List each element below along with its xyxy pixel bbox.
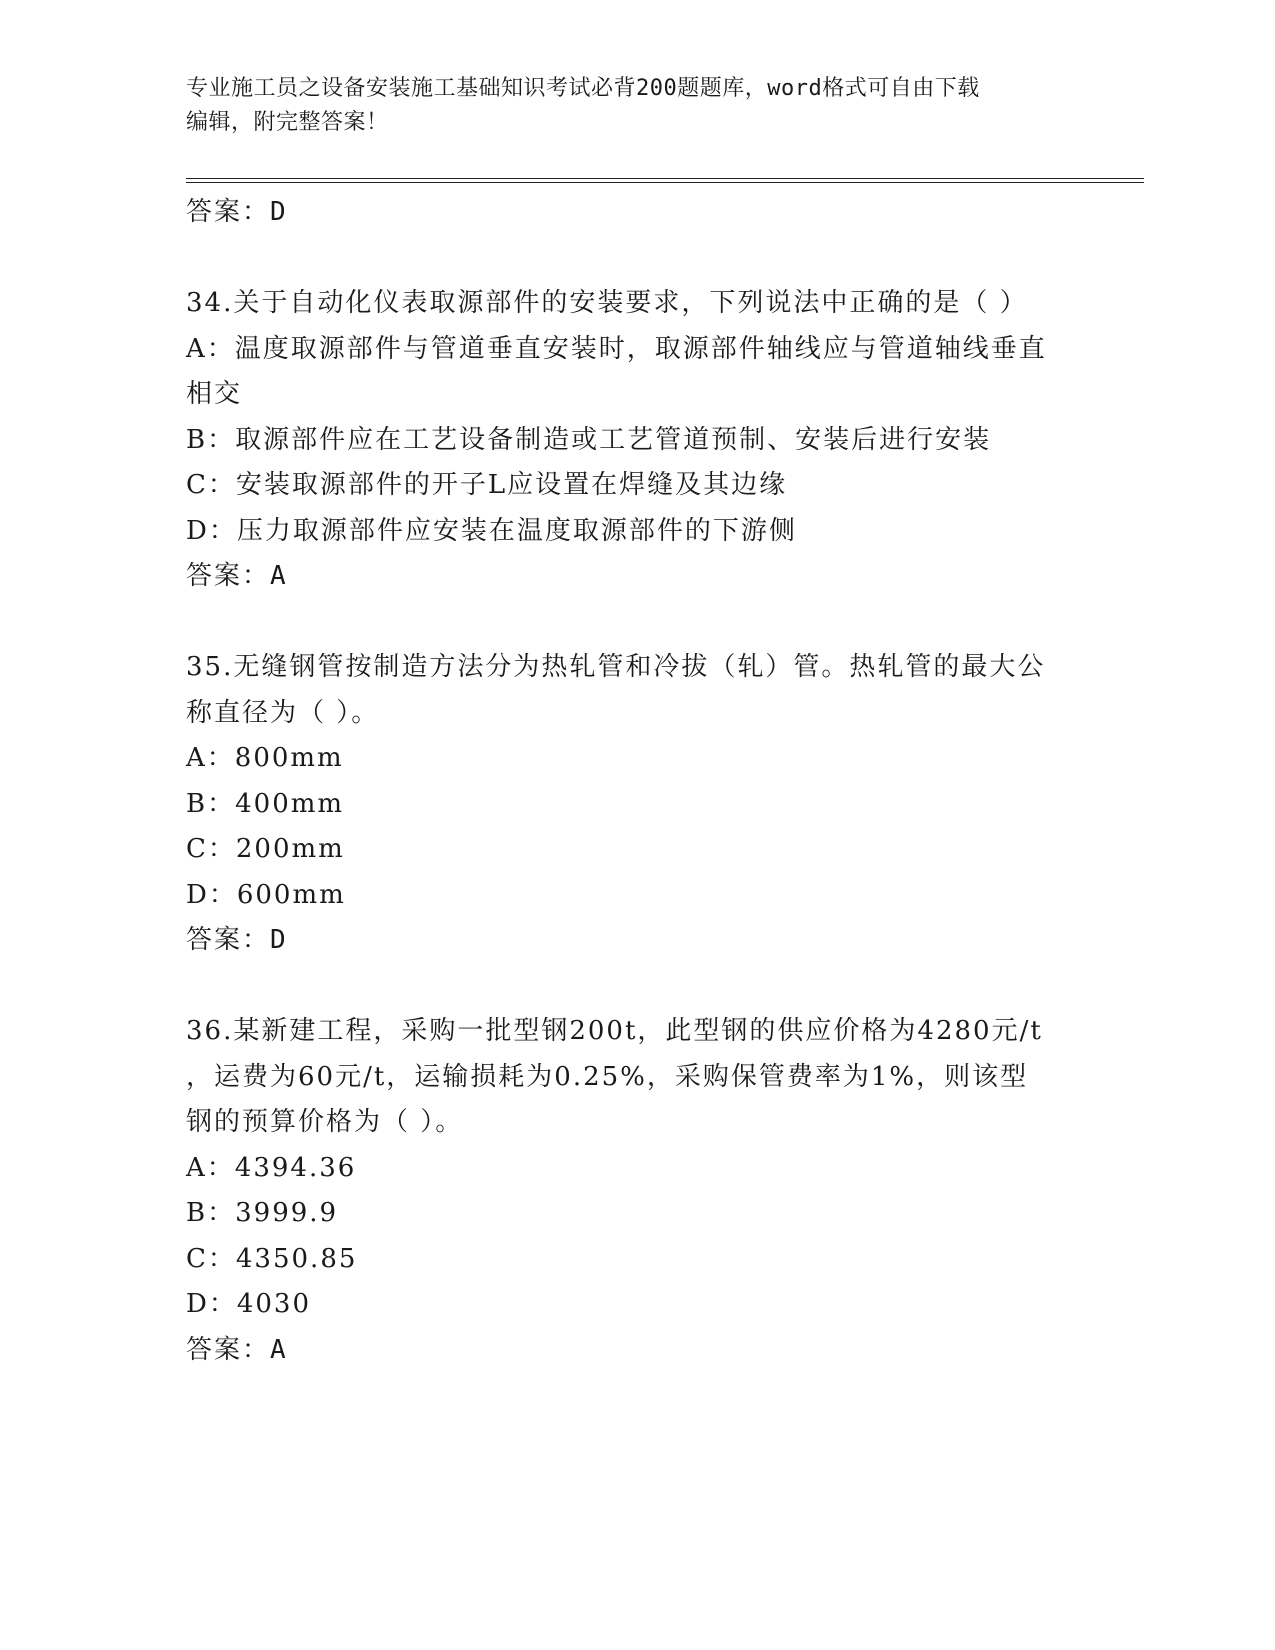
option-a: A：4394.36 [186, 1152, 357, 1183]
option-b: B：3999.9 [186, 1198, 339, 1228]
option-b: B：400mm [186, 788, 345, 819]
spacer [186, 600, 1076, 646]
question-content [186, 190, 1076, 1373]
option-d: D：压力取源部件应安装在温度取源部件的下游侧 [186, 515, 797, 546]
header-rule-bottom [186, 182, 1144, 183]
question-stem: 34.关于自动化仪表取源部件的安装要求，下列说法中正确的是（ ） [186, 288, 1028, 318]
option-c: C：安装取源部件的开子L应设置在焊缝及其边缘 [186, 470, 788, 500]
option-a-text-cont: 相交 [186, 379, 243, 409]
header-rule-top [186, 178, 1144, 179]
header-line-1: 专业施工员之设备安装施工基础知识考试必背200题题库，word格式可自由下载 [186, 76, 980, 101]
answer: 答案：D [186, 925, 288, 955]
question-stem-cont: ，运费为60元/t，运输损耗为0.25%，采购保管费率为1%，则该型 [186, 1061, 1029, 1092]
answer: 答案：A [186, 1334, 288, 1365]
option-a-text: A：温度取源部件与管道垂直安装时，取源部件轴线应与管道轴线垂直 [186, 333, 1047, 364]
option-c: C：4350.85 [186, 1243, 358, 1274]
option-a: A：800mm [186, 743, 344, 773]
previous-answer: 答案：D [186, 197, 288, 227]
header-line-2: 编辑，附完整答案！ [186, 110, 389, 135]
question-35 [186, 645, 1076, 964]
question-stem: 35.无缝钢管按制造方法分为热轧管和冷拔（轧）管。热轧管的最大公 [186, 652, 1046, 682]
spacer [186, 964, 1076, 1010]
option-a [186, 327, 1076, 418]
spacer [186, 236, 1076, 282]
question-stem-cont: 钢的预算价格为（ ）。 [186, 1107, 464, 1137]
option-d: D：600mm [186, 879, 346, 910]
option-b: B：取源部件应在工艺设备制造或工艺管道预制、安装后进行安装 [186, 424, 992, 455]
question-stem-cont: 称直径为（ ）。 [186, 697, 380, 728]
document-header [186, 72, 1086, 140]
question-stem: 36.某新建工程，采购一批型钢200t，此型钢的供应价格为4280元/t [186, 1016, 1043, 1046]
question-34 [186, 281, 1076, 600]
option-d: D：4030 [186, 1289, 312, 1319]
question-36 [186, 1009, 1076, 1373]
answer: 答案：A [186, 561, 288, 591]
option-c: C：200mm [186, 834, 345, 864]
